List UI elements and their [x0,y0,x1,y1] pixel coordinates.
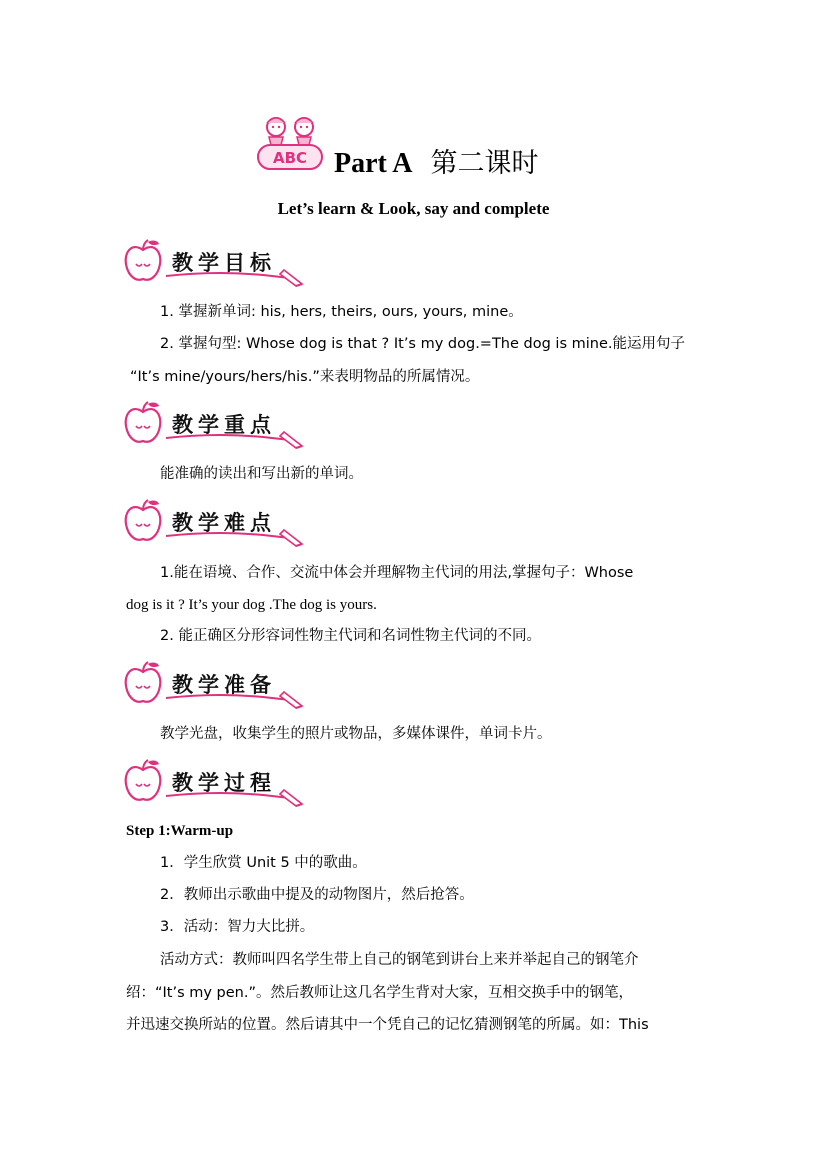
section-heading-difficulties [122,498,312,550]
page-title [334,141,539,180]
process-item-2: 2．教师出示歌曲中提及的动物图片，然后抢答。 [160,887,474,903]
title-lesson: 第二课时 [430,148,539,179]
section-heading-key-points [122,400,312,452]
title-part: Part A [334,148,413,179]
section-heading-label: 教学准备 [172,673,276,697]
process-item-4: 活动方式：教师叫四名学生带上自己的钢笔到讲台上来并举起自己的钢笔介 [160,952,639,968]
pencil-underline-icon [162,526,312,548]
difficulty-item-3: 2. 能正确区分形容词性物主代词和名词性物主代词的不同。 [160,628,541,644]
logo-text: ABC [272,149,308,167]
process-item-6: 并迅速交换所站的位置。然后请其中一个凭自己的记忆猜测钢笔的所属。如：This [126,1017,649,1033]
apple-icon [122,660,164,706]
step-title: Step 1:Warm-up [126,823,234,839]
process-item-1: 1．学生欣赏 Unit 5 中的歌曲。 [160,855,367,871]
preparation-item: 教学光盘，收集学生的照片或物品，多媒体课件，单词卡片。 [160,726,552,742]
pencil-underline-icon [162,688,312,710]
objective-item-3: “It’s mine/yours/hers/his.”来表明物品的所属情况。 [130,369,480,385]
section-heading-label: 教学过程 [172,771,276,795]
process-item-3: 3．活动：智力大比拼。 [160,919,315,935]
section-heading-label: 教学难点 [172,511,276,535]
pencil-underline-icon [162,786,312,808]
pencil-underline-icon [162,266,312,288]
section-heading-preparation [122,660,312,712]
abc-kids-logo-icon [254,113,328,173]
apple-icon [122,498,164,544]
key-point-item: 能准确的读出和写出新的单词。 [160,466,363,482]
section-heading-objectives [122,238,312,290]
difficulty-item-1: 1.能在语境、合作、交流中体会并理解物主代词的用法,掌握句子：Whose [160,565,634,581]
process-item-5: 绍：“It’s my pen.”。然后教师让这几名学生背对大家，互相交换手中的钢笔， [126,985,633,1001]
objective-item-2: 2. 掌握句型: Whose dog is that ? It’s my dog.=The dog is mine.能运用句子 [160,336,685,352]
apple-icon [122,238,164,284]
difficulty-item-2: dog is it ? It’s your dog .The dog is yours. [126,597,377,613]
title-row [254,113,594,179]
section-heading-process [122,758,312,810]
section-heading-label: 教学目标 [172,251,276,275]
apple-icon [122,758,164,804]
objective-item-1: 1. 掌握新单词: his, hers, theirs, ours, yours, mine。 [160,304,523,320]
pencil-underline-icon [162,428,312,450]
apple-icon [122,400,164,446]
subtitle: Let’s learn & Look, say and complete [277,199,550,218]
section-heading-label: 教学重点 [172,413,276,437]
